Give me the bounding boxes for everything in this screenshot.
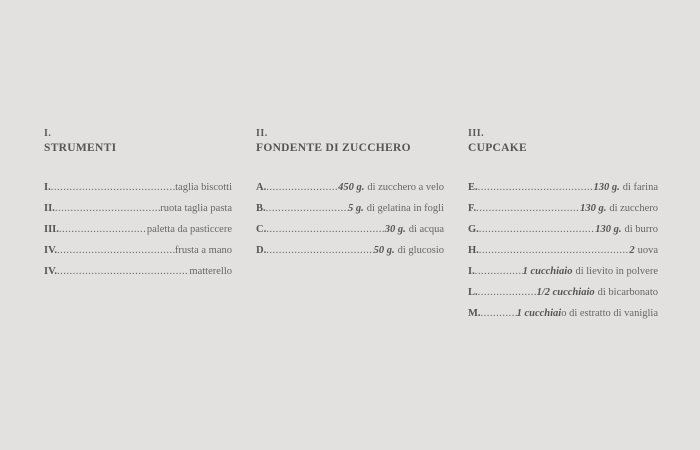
list-item bbox=[468, 240, 658, 261]
item-quantity: 450 g. bbox=[338, 182, 365, 193]
list-item bbox=[468, 177, 658, 198]
list-item bbox=[468, 303, 658, 324]
item-quantity: 130 g. bbox=[580, 203, 607, 214]
list-item bbox=[256, 219, 444, 240]
list-item bbox=[256, 177, 444, 198]
item-list bbox=[44, 177, 232, 282]
dot-leader bbox=[481, 303, 517, 324]
item-quantity: 30 g. bbox=[384, 224, 406, 235]
item-key: I. bbox=[44, 182, 51, 193]
dot-leader bbox=[55, 198, 160, 219]
dot-leader bbox=[266, 177, 338, 198]
list-item bbox=[44, 240, 232, 261]
item-key: III. bbox=[44, 224, 59, 235]
section-numeral: I. bbox=[44, 128, 52, 139]
section-strumenti bbox=[44, 128, 232, 282]
dot-leader bbox=[478, 282, 537, 303]
item-list bbox=[256, 177, 444, 261]
dot-leader bbox=[266, 219, 385, 240]
item-key: L. bbox=[468, 287, 478, 298]
section-fondente bbox=[256, 128, 444, 261]
dot-leader bbox=[476, 198, 580, 219]
dot-leader bbox=[57, 240, 175, 261]
section-title: CUPCAKE bbox=[468, 142, 527, 154]
item-key: G. bbox=[468, 224, 479, 235]
dot-leader bbox=[478, 177, 594, 198]
item-key: F. bbox=[468, 203, 477, 214]
dot-leader bbox=[51, 177, 175, 198]
item-description: di burro bbox=[624, 224, 658, 235]
section-numeral: II. bbox=[256, 128, 268, 139]
item-description: frusta a mano bbox=[174, 245, 232, 256]
list-item bbox=[44, 261, 232, 282]
list-item bbox=[468, 219, 658, 240]
item-description: di zucchero bbox=[609, 203, 658, 214]
item-quantity: 1 cucchiaio bbox=[522, 266, 573, 277]
dot-leader bbox=[59, 219, 147, 240]
item-key: II. bbox=[44, 203, 55, 214]
item-quantity: 1/2 cucchiaio bbox=[536, 287, 595, 298]
list-item bbox=[256, 198, 444, 219]
dot-leader bbox=[266, 240, 373, 261]
item-description: di acqua bbox=[408, 224, 444, 235]
item-quantity: 1 cucchiai bbox=[516, 308, 562, 319]
item-description: taglia biscotti bbox=[175, 182, 232, 193]
item-list bbox=[468, 177, 658, 324]
item-key: IV. bbox=[44, 245, 57, 256]
item-description: di gelatina in fogli bbox=[366, 203, 444, 214]
list-item bbox=[468, 261, 658, 282]
section-cupcake bbox=[468, 128, 658, 324]
item-key: IV. bbox=[44, 266, 57, 277]
item-key: M. bbox=[468, 308, 481, 319]
dot-leader bbox=[57, 261, 189, 282]
item-description: o di estratto di vaniglia bbox=[561, 308, 658, 319]
item-description: di farina bbox=[622, 182, 658, 193]
list-item bbox=[44, 219, 232, 240]
item-key: I. bbox=[468, 266, 475, 277]
item-description: paletta da pasticcere bbox=[146, 224, 232, 235]
item-key: D. bbox=[256, 245, 267, 256]
item-quantity: 2 bbox=[629, 245, 635, 256]
item-key: H. bbox=[468, 245, 479, 256]
dot-leader bbox=[479, 219, 595, 240]
section-numeral: III. bbox=[468, 128, 485, 139]
item-key: E. bbox=[468, 182, 478, 193]
item-quantity: 50 g. bbox=[373, 245, 395, 256]
section-title: STRUMENTI bbox=[44, 142, 117, 154]
item-description: di bicarbonato bbox=[597, 287, 658, 298]
item-quantity: 130 g. bbox=[593, 182, 620, 193]
list-item bbox=[468, 198, 658, 219]
list-item bbox=[44, 177, 232, 198]
item-quantity: 130 g. bbox=[595, 224, 622, 235]
list-item bbox=[468, 282, 658, 303]
item-description: ruota taglia pasta bbox=[160, 203, 232, 214]
item-description: di glucosio bbox=[397, 245, 444, 256]
item-key: B. bbox=[256, 203, 266, 214]
dot-leader bbox=[266, 198, 348, 219]
section-title: FONDENTE DI ZUCCHERO bbox=[256, 142, 411, 154]
item-description: di zucchero a velo bbox=[367, 182, 444, 193]
item-description: di lievito in polvere bbox=[575, 266, 658, 277]
item-quantity: 5 g. bbox=[347, 203, 364, 214]
dot-leader bbox=[479, 240, 630, 261]
item-key: A. bbox=[256, 182, 267, 193]
list-item bbox=[44, 198, 232, 219]
item-description: matterello bbox=[189, 266, 232, 277]
list-item bbox=[256, 240, 444, 261]
item-key: C. bbox=[256, 224, 267, 235]
item-description: uova bbox=[637, 245, 658, 256]
dot-leader bbox=[475, 261, 523, 282]
